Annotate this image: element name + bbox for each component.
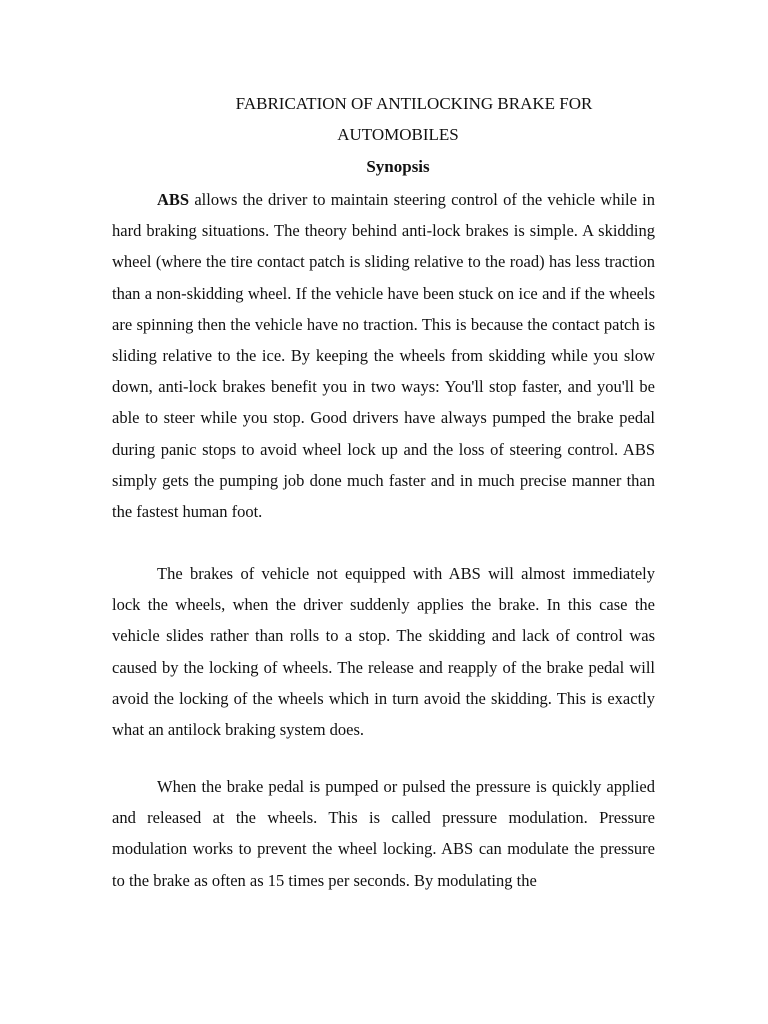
paragraph-3-text: When the brake pedal is pumped or pulsed the pressure is quickly applied and released at the wheels. This is called pressure modulation. Pressure modulation works to prevent the wheel locking. ABS can modulate the pressure to the brake as often as 15 times per seconds. By modulating the [112, 777, 655, 890]
paragraph-1 [112, 184, 655, 527]
paragraph-2-text: The brakes of vehicle not equipped with ABS will almost immediately lock the wheels, when the driver suddenly applies the brake. In this case the vehicle slides rather than rolls to a stop. The skidding and lack of control was caused by the locking of wheels. The release and reapply of the brake pedal will avoid the locking of the wheels which in turn avoid the skidding. This is exactly what an antilock braking system does. [112, 564, 655, 740]
document-title-line-1: FABRICATION OF ANTILOCKING BRAKE FOR [235, 94, 593, 113]
paragraph-3 [112, 771, 655, 896]
paragraph-1-lead: ABS [157, 190, 190, 209]
paragraph-1-text: allows the driver to maintain steering control of the vehicle while in hard braking situations. The theory behind anti-lock brakes is simple. A skidding wheel (where the tire contact patch is sliding relative to the road) has less traction than a non-skidding wheel. If the vehicle have been stuck on ice and if the wheels are spinning then the vehicle have no traction. This is because the contact patch is sliding relative to the ice. By keeping the wheels from skidding while you slow down, anti-lock brakes benefit you in two ways: You'll stop faster, and you'll be able to steer while you stop. Good drivers have always pumped the brake pedal during panic stops to avoid wheel lock up and the loss of steering control. ABS simply gets the pumping job done much faster and in much precise manner than the fastest human foot. [112, 190, 655, 522]
synopsis-heading: Synopsis [366, 157, 430, 176]
paragraph-2 [112, 558, 655, 745]
document-title-line-2: AUTOMOBILES [337, 125, 459, 144]
